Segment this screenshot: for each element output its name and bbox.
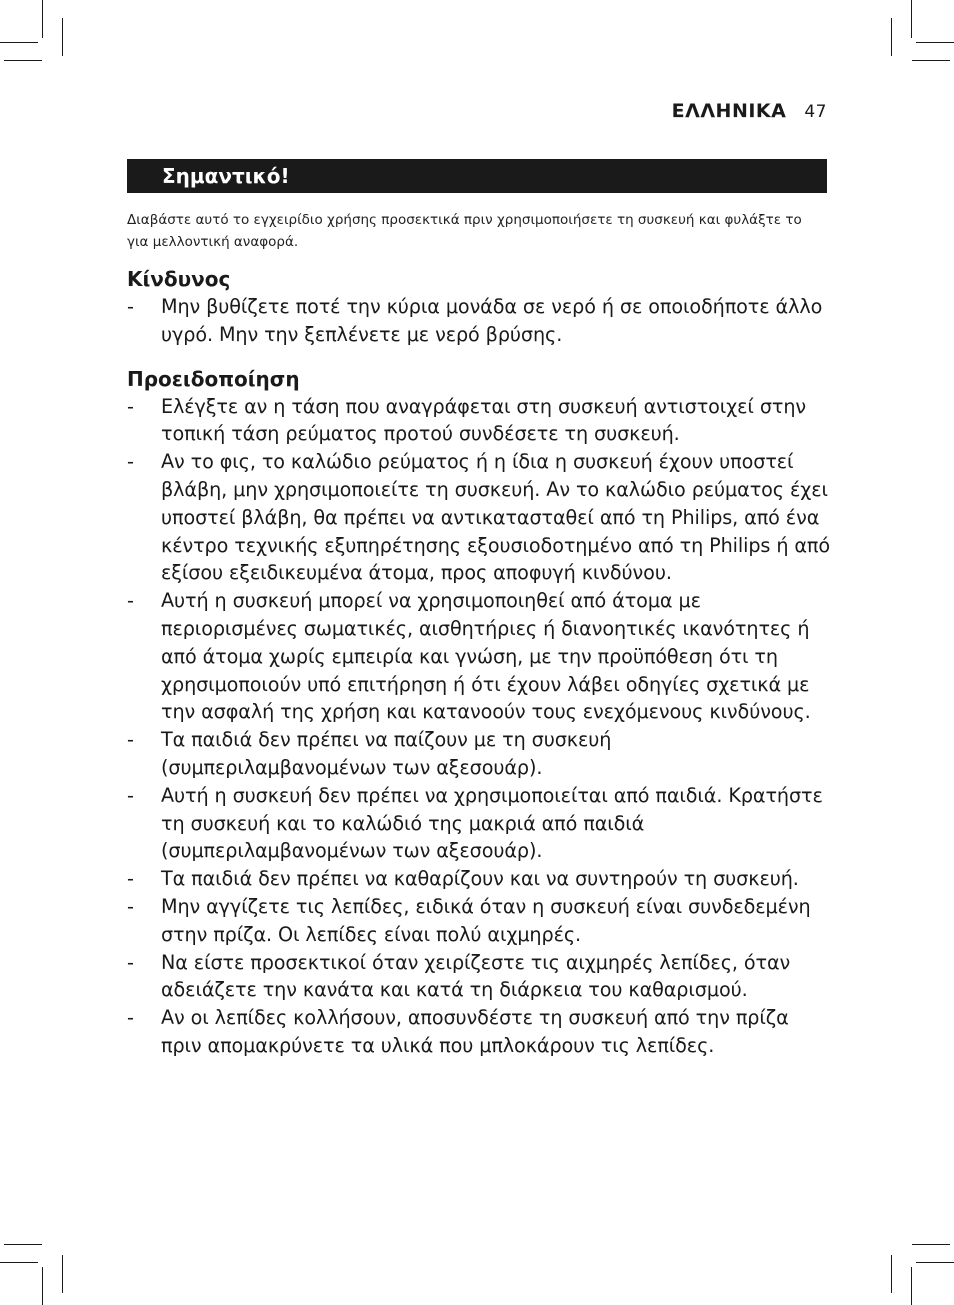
- crop-mark: [891, 1255, 892, 1293]
- list-item: - Μην αγγίζετε τις λεπίδες, ειδικά όταν η συσκευή είναι συνδεδεμένη στην πρίζα. Οι λεπίδες είναι πολύ αιχμηρές.: [127, 894, 811, 946]
- warning-title: Προειδοποίηση: [127, 366, 300, 391]
- important-banner: [127, 159, 827, 193]
- crop-mark: [4, 1244, 42, 1245]
- crop-mark: [0, 42, 38, 43]
- danger-title: Κίνδυνος: [127, 267, 231, 291]
- list-item: - Τα παιδιά δεν πρέπει να παίζουν με τη συσκευή (συμπεριλαμβανομένων των αξεσουάρ).: [127, 728, 612, 779]
- list-item: - Να είστε προσεκτικοί όταν χειρίζεστε τις αιχμηρές λεπίδες, όταν αδειάζετε την κανάτα και κατά τη διάρκεια του καθαρισμού.: [127, 950, 791, 1002]
- crop-mark: [911, 1267, 912, 1305]
- list-item: - Αν οι λεπίδες κολλήσουν, αποσυνδέστε τη συσκευή από την πρίζα πριν απομακρύνετε τα υλικά που μπλοκάρουν τις λεπίδες.: [127, 1006, 789, 1057]
- list-item: - Αν το φις, το καλώδιο ρεύματος ή η ίδια η συσκευή έχουν υποστεί βλάβη, μην χρησιμοποιείτε τη συσκευή. Αν το καλώδιο ρεύματος έχει υποστεί βλάβη, θα πρέπει να αντικατασταθεί από τη Philips, από ένα κέντρο τεχνικής εξυπηρέτησης εξουσιοδοτημένο από τη Philips ή από εξίσου εξειδικευμένα άτομα, προς αποφυγή κινδύνου.: [127, 450, 831, 585]
- list-item: - Αυτή η συσκευή μπορεί να χρησιμοποιηθεί από άτομα με περιορισμένες σωματικές, αισθητήριες ή διανοητικές ικανότητες ή από άτομα χωρίς εμπειρία και γνώση, με την προϋπόθεση ότι τη χρησιμοποιούν υπό επιτήρηση ή ότι έχουν λάβει οδηγίες σχετικά με την ασφαλή της χρήση και κατανοούν τους ενεχόμενους κινδύνους.: [127, 589, 811, 724]
- page-number: 47: [804, 102, 827, 122]
- warning-list: [127, 393, 832, 1060]
- page-header: [672, 100, 827, 122]
- list-item: - Ελέγξτε αν η τάση που αναγράφεται στη συσκευή αντιστοιχεί στην τοπική τάση ρεύματος προτού συνδέσετε τη συσκευή.: [127, 394, 807, 446]
- language-label: ΕΛΛΗΝΙΚΑ: [671, 100, 787, 122]
- crop-mark: [62, 1255, 63, 1293]
- list-item: - Αυτή η συσκευή δεν πρέπει να χρησιμοποιείται από παιδιά. Κρατήστε τη συσκευή και το καλώδιό της μακριά από παιδιά (συμπεριλαμβανομένων των αξεσουάρ).: [127, 783, 823, 863]
- crop-mark: [62, 18, 63, 56]
- crop-mark: [911, 0, 912, 38]
- list-item: - Τα παιδιά δεν πρέπει να καθαρίζουν και να συντηρούν τη συσκευή.: [127, 867, 799, 891]
- crop-mark: [912, 60, 950, 61]
- crop-mark: [891, 18, 892, 56]
- banner-title: Σημαντικό!: [162, 164, 290, 188]
- crop-mark: [42, 1267, 43, 1305]
- intro-text: Διαβάστε αυτό το εγχειρίδιο χρήσης προσεκτικά πριν χρησιμοποιήσετε τη συσκευή και φυλάξτε το για μελλοντική αναφορά.: [127, 212, 802, 250]
- crop-mark: [0, 1262, 38, 1263]
- danger-list: [127, 293, 832, 349]
- list-item: - Μην βυθίζετε ποτέ την κύρια μονάδα σε νερό ή σε οποιοδήποτε άλλο υγρό. Μην την ξεπλένετε με νερό βρύσης.: [127, 295, 823, 346]
- crop-mark: [912, 1244, 950, 1245]
- crop-mark: [916, 1262, 954, 1263]
- crop-mark: [4, 60, 42, 61]
- safety-content: [127, 265, 832, 1060]
- crop-mark: [42, 0, 43, 38]
- crop-mark: [916, 42, 954, 43]
